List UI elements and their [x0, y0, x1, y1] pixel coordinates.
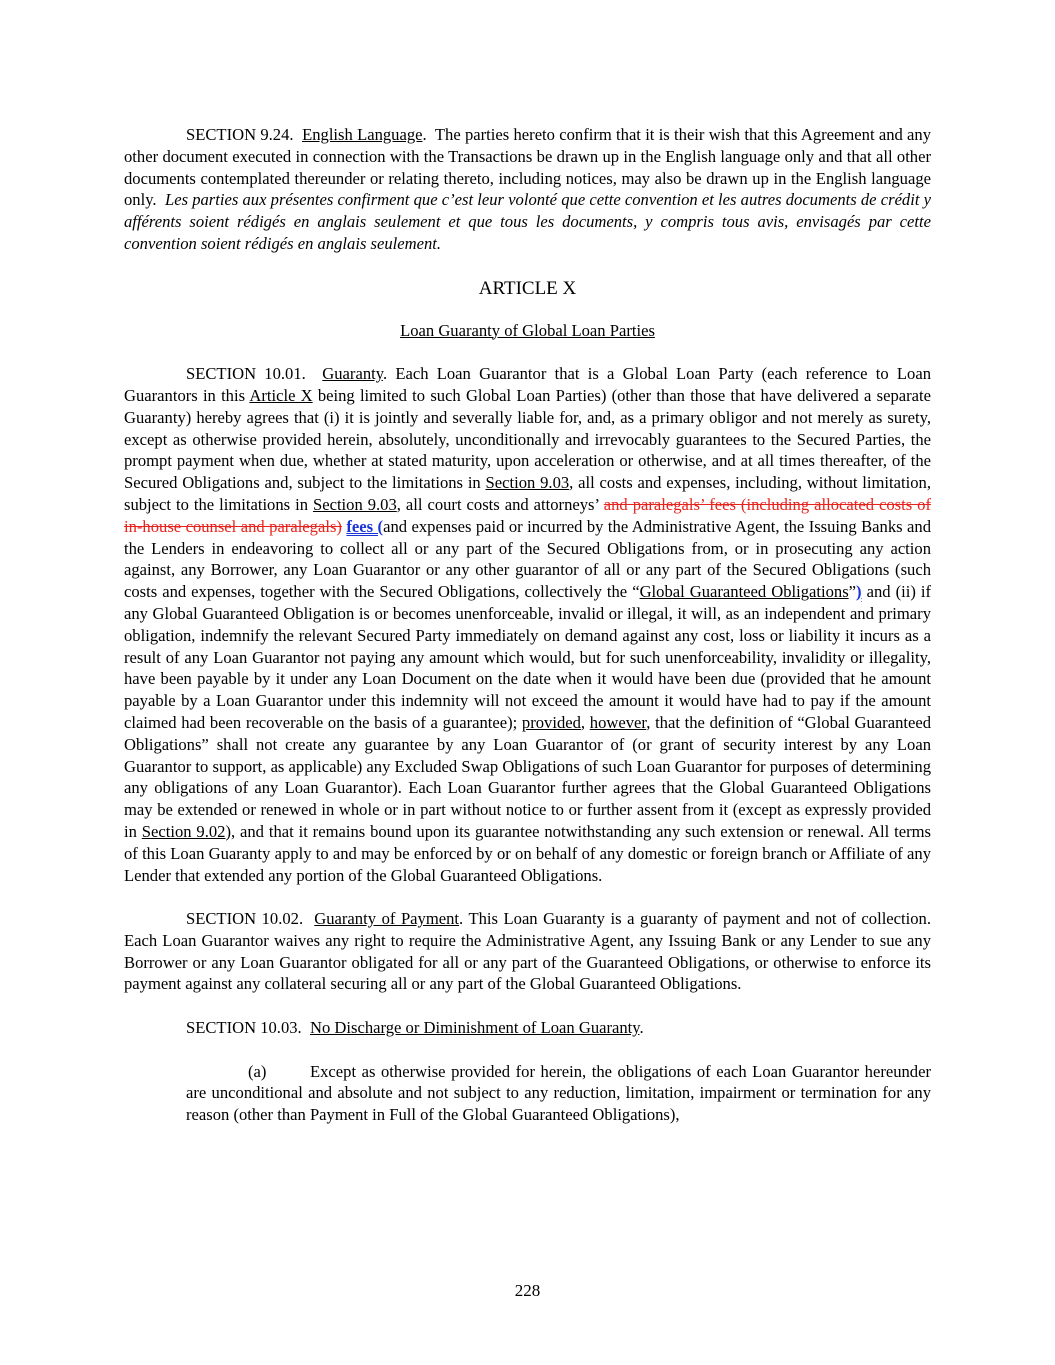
- section-10-03-heading: SECTION 10.03. No Discharge or Diminishment of Loan Guaranty.: [186, 1018, 644, 1038]
- deleted-text: and paralegals’ fees (including allocated costs of in-house counsel and paralegals): [124, 494, 931, 536]
- section-9-02-reference-link[interactable]: Section 9.02: [141, 821, 226, 841]
- section-9-03-reference-link[interactable]: Section 9.03: [312, 494, 397, 514]
- article-subtitle-paragraph: [124, 320, 931, 342]
- inserted-text: fees (: [346, 516, 384, 536]
- french-translation: Les parties aux présentes confirment que c’est leur volonté que cette convention et les autres documents de crédit y afférents soient rédigés en anglais seulement et que tous les documents, y compris tous avis, envisagés par cette convention soient rédigés en anglais seulement.: [124, 190, 932, 253]
- subsection-body: Except as otherwise provided for herein, the obligations of each Loan Guarantor hereunder are unconditional and absolute and not subject to any reduction, limitation, impairment or termination for any reason (other than Payment in Full of the Global Guaranteed Obligations),: [186, 1061, 931, 1125]
- article-subtitle: Loan Guaranty of Global Loan Parties: [400, 320, 655, 340]
- section-body: The parties hereto confirm that it is their wish that this Agreement and any other document executed in connection with the Transactions be drawn up in the English language only and that all other documents contemplated thereunder or relating thereto, including notices, may also be drawn up in the English language only.: [124, 125, 932, 210]
- section-title: English Language: [302, 125, 423, 144]
- section-title: No Discharge or Diminishment of Loan Guaranty: [310, 1018, 640, 1038]
- section-10-01-paragraph: SECTION 10.01. Guaranty. Each Loan Guarantor that is a Global Loan Party (each reference to Loan Guarantors in this Article X being limited to such Global Loan Parties) (other than those that have delivered a separate Guaranty) hereby agrees that (i) it is jointly and severally liable for, and, as a primary obligor and not merely as surety, except as otherwise provided herein, absolutely, unconditionally and irrevocably guarantees to the Secured Parties, the prompt payment when due, whether at stated maturity, upon acceleration or otherwise, and at all times thereafter, of the Secured Obligations and, subject to the limitations in Section 9.03, all costs and expenses, including, without limitation, subject to the limitations in Section 9.03, all court costs and attorneys’ and paralegals’ fees (including allocated costs of in-house counsel and paralegals) fees (and expenses paid or incurred by the Administrative Agent, the Issuing Banks and the Lenders in endeavoring to collect all or any part of the Secured Obligations from, or in prosecuting any action against, any Borrower, any Loan Guarantor or any other guarantor of all or any part of the Secured Obligations (such costs and expenses, together with the Secured Obligations, collectively the “Global Guaranteed Obligations”) and (ii) if any Global Guaranteed Obligation is or becomes unenforceable, invalid or illegal, it will, as an independent and primary obligation, indemnify the relevant Secured Party immediately on demand against any cost, loss or liability it incurs as a result of any Loan Guarantor not paying any amount which would, but for such unenforceability, invalidity or illegality, have been payable by it under any Loan Document on the date when it would have been due (provided that he amount payable by a Loan Guarantor under this indemnity will not exceed the amount it would have had to pay if the amount claimed had been recoverable on the basis of a guarantee); provided, however, that the definition of “Global Guaranteed Obligations” shall not create any guarantee by any Loan Guarantor of (or grant of security interest by any Loan Guarantor to support, as applicable) any Excluded Swap Obligations of such Loan Guarantor for purposes of determining any obligations of any Loan Guarantor). Each Loan Guarantor further agrees that the Global Guaranteed Obligations may be extended or renewed in whole or in part without notice to or further assent from it (except as expressly provided in Section 9.02), and that it remains bound upon its guarantee notwithstanding any such extension or renewal. All terms of this Loan Guaranty apply to and may be enforced by or on behalf of any domestic or foreign branch or Affiliate of any Lender that extended any portion of the Global Guaranteed Obligations.: [124, 364, 932, 885]
- section-title: Guaranty: [322, 364, 383, 384]
- section-title: Guaranty of Payment: [314, 909, 460, 929]
- section-number: SECTION 10.03.: [186, 1018, 302, 1038]
- subsection-a-paragraph: [124, 1061, 931, 1126]
- section-9-03-reference-link[interactable]: Section 9.03: [485, 473, 570, 493]
- article-x-reference-link[interactable]: Article X: [249, 385, 313, 405]
- provided-term: provided: [521, 712, 581, 732]
- section-number: SECTION 10.01.: [186, 364, 306, 384]
- section-number: SECTION 10.02.: [186, 909, 304, 929]
- section-number: SECTION 9.24.: [186, 125, 294, 144]
- article-title: ARTICLE X: [478, 277, 577, 299]
- however-term: however: [589, 712, 647, 732]
- section-10-02-paragraph: [124, 908, 931, 995]
- section-9-24-paragraph: SECTION 9.24. English Language. The parties hereto confirm that it is their wish that this Agreement and any other document executed in connection with the Transactions be drawn up in the English language only and that all other documents contemplated thereunder or relating thereto, including notices, may also be drawn up in the English language only. Les parties aux présentes confirment que c’est leur volonté que cette convention et les autres documents de crédit y afférents soient rédigés en anglais seulement et que tous les documents, y compris tous avis, envisagés par cette convention soient rédigés en anglais seulement.: [124, 125, 932, 253]
- subsection-label: (a): [248, 1061, 267, 1081]
- inserted-text: ): [856, 582, 862, 602]
- page-number: 228: [514, 1281, 541, 1300]
- defined-term: Global Guaranteed Obligations: [639, 582, 849, 602]
- section-body: . This Loan Guaranty is a guaranty of payment and not of collection. Each Loan Guarantor waives any right to require the Administrative Agent, any Issuing Bank or any Lender to sue any Borrower or any Loan Guarantor obligated for all or any part of the Guaranteed Obligations, or otherwise to enforce its payment against any collateral securing all or any part of the Global Guaranteed Obligations.: [124, 909, 932, 994]
